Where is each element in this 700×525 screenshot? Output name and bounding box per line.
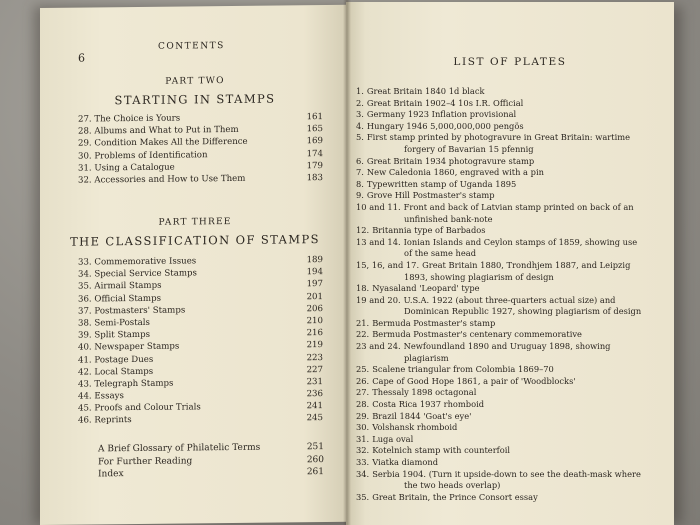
plate-description: Bermuda Postmaster's stamp (372, 317, 496, 328)
plate-number: 18. (356, 283, 370, 294)
plate-entry (356, 156, 648, 168)
plate-entry (356, 144, 648, 156)
plate-entry (356, 469, 648, 481)
plate-description: First stamp printed by photogravure in Great Britain: wartime (366, 132, 630, 143)
plate-number: 27. (356, 387, 370, 398)
plate-number: 33. (356, 457, 370, 467)
plate-number: 31. (356, 433, 370, 444)
plate-description: Brazil 1844 'Goat's eye' (372, 410, 472, 421)
plate-entry (356, 225, 648, 237)
plate-description: Great Britain, the Prince Consort essay (372, 491, 538, 502)
plate-description: Newfoundland 1890 and Uruguay 1898, showing (403, 341, 611, 352)
plate-entry (356, 445, 648, 457)
part-three-label: PART THREE (158, 216, 232, 228)
toc-entry-page: 206 (306, 303, 323, 314)
toc-entry-title: 41. Postage Dues (78, 354, 154, 366)
toc-entry-page: 183 (306, 172, 323, 184)
plate-number: 4. (356, 120, 364, 131)
plate-description: Thessaly 1898 octagonal (372, 387, 477, 398)
plate-number: 6. (356, 155, 364, 166)
plate-number: 29. (356, 410, 370, 421)
part-two-title: STARTING IN STAMPS (114, 91, 276, 108)
plate-entry (356, 190, 648, 202)
plate-entry (356, 202, 648, 214)
toc-entry-title: A Brief Glossary of Philatelic Terms (98, 442, 261, 455)
plate-entry (356, 341, 648, 353)
toc-entry-title: For Further Reading (98, 455, 193, 467)
plate-description: Scalene triangular from Colombia 1869–70 (372, 364, 554, 375)
plate-entry (356, 353, 648, 365)
page-number: 6 (78, 51, 85, 65)
toc-entry-page: 161 (306, 112, 323, 123)
plate-number: 19 and 20. (356, 294, 401, 305)
plate-number: 8. (356, 178, 364, 189)
plate-entry (356, 480, 648, 492)
toc-entry-page: 245 (306, 413, 323, 424)
plate-entry (356, 167, 648, 179)
plate-entry (356, 214, 648, 226)
toc-entry-title: Index (98, 469, 124, 480)
part-three-title: THE CLASSIFICATION OF STAMPS (70, 232, 320, 249)
right-page (346, 2, 674, 525)
toc-entry-title: 45. Proofs and Colour Trials (78, 402, 201, 414)
toc-entry-page: 251 (306, 442, 324, 453)
plate-description: Kotelnich stamp with counterfoil (372, 445, 511, 456)
toc-entry-page: 179 (306, 160, 323, 171)
plate-number: 2. (356, 97, 364, 108)
toc-entry (78, 412, 323, 427)
plate-number: 9. (356, 190, 364, 201)
toc-entry-page: 174 (306, 148, 323, 159)
running-head: CONTENTS (158, 41, 225, 52)
plate-description: Cape of Good Hope 1861, a pair of 'Woodblocks' (372, 375, 576, 386)
toc-entry-page: 219 (306, 340, 323, 351)
toc-entry-page: 261 (306, 467, 324, 478)
plate-entry (356, 364, 648, 376)
plate-entry (356, 237, 648, 249)
plate-entry (356, 295, 648, 307)
toc-entry-page: 194 (306, 267, 323, 278)
plate-number: 26. (356, 375, 370, 386)
toc-entry-page: 231 (306, 376, 323, 388)
plate-description: plagiarism (404, 352, 449, 363)
plate-description: Serbia 1904. (Turn it upside-down to see the death-mask where (372, 468, 641, 479)
plate-description: U.S.A. 1922 (about three-quarters actual size) and (403, 294, 616, 305)
plate-number: 32. (356, 445, 370, 456)
plate-description: Nyasaland 'Leopard' type (372, 283, 480, 294)
plate-number: 35. (356, 491, 370, 502)
toc-entry (78, 172, 323, 187)
toc-entry-page: 223 (306, 352, 323, 363)
plate-description: Viatka diamond (372, 457, 439, 467)
plate-entry (356, 399, 648, 411)
plate-description: Typewritten stamp of Uganda 1895 (366, 178, 517, 189)
plate-description: New Caledonia 1860, engraved with a pin (366, 167, 544, 178)
plate-entry (356, 86, 648, 98)
plate-number: 28. (356, 399, 370, 410)
toc-entry-title: 36. Official Stamps (78, 293, 161, 305)
toc-entry-title: 33. Commemorative Issues (78, 256, 197, 268)
plate-entry (356, 387, 648, 399)
toc-entry-page: 210 (306, 315, 323, 327)
toc-entry-title: 32. Accessories and How to Use Them (78, 173, 246, 186)
part-two-toc (78, 111, 323, 187)
toc-entry-title: 27. The Choice is Yours (78, 113, 181, 125)
plate-entry (356, 248, 648, 260)
plate-number: 5. (356, 132, 364, 143)
toc-entry-title: 46. Reprints (78, 415, 132, 427)
plate-number: 25. (356, 364, 370, 375)
plate-number: 23 and 24. (356, 341, 401, 352)
plate-description: Grove Hill Postmaster's stamp (366, 190, 495, 201)
toc-entry-title: 42. Local Stamps (78, 366, 154, 378)
plate-description: unfinished bank-note (404, 213, 493, 224)
plate-description: Hungary 1946 5,000,000,000 pengös (366, 120, 524, 131)
toc-entry-page: 227 (306, 364, 323, 375)
plate-number: 10 and 11. (356, 201, 401, 212)
plate-description: Bermuda Postmaster's centenary commemorative (372, 329, 582, 340)
plate-description: Ionian Islands and Ceylon stamps of 1859, showing use (403, 236, 638, 247)
plate-description: Volshansk rhomboid (372, 422, 458, 433)
toc-entry-page: 189 (306, 255, 323, 266)
toc-entry-page: 260 (306, 454, 324, 465)
plate-number: 1. (356, 86, 364, 96)
plate-description: Great Britain 1840 1d black (366, 86, 485, 96)
plate-number: 30. (356, 422, 370, 433)
toc-entry-title: 31. Using a Catalogue (78, 162, 175, 174)
plate-entry (356, 318, 648, 330)
plate-entry (356, 121, 648, 133)
plate-number: 12. (356, 225, 370, 236)
part-two-label: PART TWO (165, 76, 225, 87)
plate-description: Great Britain 1902–4 10s I.R. Official (366, 97, 524, 108)
toc-entry-title: 35. Airmail Stamps (78, 281, 162, 292)
plate-number: 7. (356, 167, 364, 178)
toc-entry-title: 39. Split Stamps (78, 329, 150, 341)
plate-entry (356, 272, 648, 284)
toc-entry-page: 201 (306, 291, 323, 302)
plate-entry (356, 411, 648, 423)
plate-entry (356, 376, 648, 388)
plate-number: 13 and 14. (356, 236, 401, 247)
toc-entry-title: 30. Problems of Identification (78, 149, 208, 162)
plate-description: Great Britain 1880, Trondhjem 1887, and Leipzig (422, 259, 631, 270)
part-three-toc (78, 254, 323, 427)
plate-entry (356, 457, 648, 469)
plate-entry (356, 283, 648, 295)
plate-entry (356, 434, 648, 446)
toc-entry-title: 37. Postmasters' Stamps (78, 305, 186, 317)
plate-description: Great Britain 1934 photogravure stamp (366, 155, 535, 166)
toc-entry-page: 169 (306, 136, 323, 147)
toc-entry-title: 28. Albums and What to Put in Them (78, 125, 239, 137)
book-gutter (343, 0, 351, 525)
plate-description: of the same head (404, 248, 477, 259)
plate-description: forgery of Bavarian 15 pfennig (404, 143, 534, 154)
toc-entry-title: 34. Special Service Stamps (78, 268, 197, 280)
plate-entry (356, 132, 648, 144)
plate-entry (356, 260, 648, 272)
plate-description: Britannia type of Barbados (372, 225, 486, 236)
plate-entry (356, 306, 648, 318)
plate-number: 3. (356, 109, 364, 120)
appendix-toc (98, 441, 324, 481)
plate-description: Germany 1923 Inflation provisional (366, 109, 517, 120)
toc-entry-title: 38. Semi-Postals (78, 317, 150, 329)
toc-entry-title: 40. Newspaper Stamps (78, 341, 180, 353)
toc-entry (98, 466, 324, 481)
plate-number: 34. (356, 468, 370, 479)
toc-entry-title: 29. Condition Makes All the Difference (78, 137, 248, 149)
plate-entry (356, 179, 648, 191)
plate-entry (356, 109, 648, 121)
plate-number: 22. (356, 329, 370, 340)
toc-entry-page: 236 (306, 389, 323, 400)
toc-entry-page: 197 (306, 279, 323, 290)
plate-description: 1893, showing plagiarism of design (404, 271, 554, 282)
plate-entry (356, 492, 648, 504)
plates-list (356, 86, 648, 503)
plate-description: the two heads overlap) (404, 480, 501, 491)
toc-entry-page: 216 (306, 328, 323, 339)
plate-description: Costa Rica 1937 rhomboid (372, 399, 485, 410)
toc-entry-page: 241 (306, 401, 323, 412)
plate-description: Front and back of Latvian stamp printed on back of an (403, 201, 634, 212)
toc-entry-page: 165 (306, 124, 323, 135)
plate-entry (356, 329, 648, 341)
plates-title: LIST OF PLATES (453, 56, 567, 68)
plate-number: 15, 16, and 17. (356, 259, 420, 270)
plate-description: Luga oval (372, 433, 414, 444)
plate-entry (356, 422, 648, 434)
left-page (40, 5, 350, 525)
plate-entry (356, 98, 648, 110)
toc-entry-title: 44. Essays (78, 391, 124, 402)
plate-number: 21. (356, 317, 370, 328)
plate-description: Dominican Republic 1927, showing plagiarism of design (404, 306, 642, 317)
toc-entry-title: 43. Telegraph Stamps (78, 378, 174, 390)
